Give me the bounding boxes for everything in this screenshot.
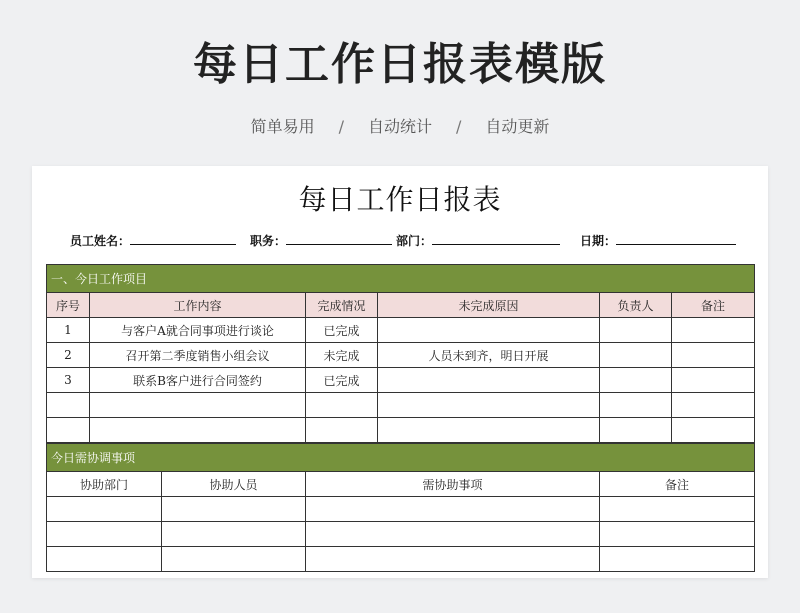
section-header-row [47,265,755,293]
cell-status[interactable] [306,393,378,418]
cell-content[interactable]: 召开第二季度销售小组会议 [90,343,306,368]
employee-name-field[interactable] [70,232,236,249]
tag-separator: / [338,117,344,136]
col-header-assist-notes: 备注 [600,472,755,497]
tagline [0,114,800,137]
table-row [47,318,755,343]
section-header-row [47,444,755,472]
cell-assist-person[interactable] [162,522,306,547]
tag-auto-stats: 自动统计 [367,117,432,136]
col-header-reason: 未完成原因 [378,293,600,318]
cell-status[interactable] [306,418,378,443]
cell-assist-item[interactable] [306,547,600,572]
cell-assist-notes[interactable] [600,522,755,547]
tag-auto-update: 自动更新 [485,117,550,136]
col-header-assist-item: 需协助事项 [306,472,600,497]
date-line[interactable] [616,233,736,245]
cell-index[interactable]: 1 [47,318,90,343]
cell-notes[interactable] [672,318,755,343]
employee-name-label: 员工姓名： [70,234,131,248]
cell-reason[interactable] [378,318,600,343]
cell-content[interactable] [90,418,306,443]
cell-status[interactable]: 未完成 [306,343,378,368]
cell-reason[interactable]: 人员未到齐，明日开展 [378,343,600,368]
table-row [47,368,755,393]
employee-name-line[interactable] [130,233,236,245]
cell-owner[interactable] [600,393,672,418]
department-line[interactable] [432,233,560,245]
info-row [32,232,768,252]
section1-title: 一、今日工作项目 [47,265,755,293]
col-header-content: 工作内容 [90,293,306,318]
cell-assist-notes[interactable] [600,497,755,522]
department-label: 部门： [396,234,433,248]
cell-content[interactable]: 与客户A就合同事项进行谈论 [90,318,306,343]
cell-reason[interactable] [378,393,600,418]
cell-owner[interactable] [600,418,672,443]
table-row [47,343,755,368]
page-title: 每日工作日报表模版 [193,39,607,90]
position-line[interactable] [286,233,392,245]
date-label: 日期： [580,234,617,248]
cell-index[interactable]: 3 [47,368,90,393]
col-header-index: 序号 [47,293,90,318]
table-row [47,522,755,547]
cell-assist-dept[interactable] [47,522,162,547]
cell-content[interactable]: 联系B客户进行合同签约 [90,368,306,393]
cell-notes[interactable] [672,418,755,443]
table-header-row [47,472,755,497]
position-label: 职务： [250,234,287,248]
col-header-notes: 备注 [672,293,755,318]
cell-owner[interactable] [600,368,672,393]
cell-content[interactable] [90,393,306,418]
table-row [47,393,755,418]
col-header-assist-person: 协助人员 [162,472,306,497]
table-row [47,547,755,572]
department-field[interactable] [396,232,560,249]
position-field[interactable] [250,232,392,249]
tag-separator: / [456,117,462,136]
cell-status[interactable]: 已完成 [306,318,378,343]
cell-notes[interactable] [672,343,755,368]
cell-assist-item[interactable] [306,522,600,547]
date-field[interactable] [580,232,736,249]
cell-assist-person[interactable] [162,547,306,572]
sheet-title: 每日工作日报表 [298,183,502,216]
cell-index[interactable] [47,418,90,443]
cell-assist-item[interactable] [306,497,600,522]
cell-reason[interactable] [378,368,600,393]
cell-status[interactable]: 已完成 [306,368,378,393]
cell-notes[interactable] [672,368,755,393]
col-header-assist-dept: 协助部门 [47,472,162,497]
cell-assist-dept[interactable] [47,497,162,522]
cell-index[interactable]: 2 [47,343,90,368]
cell-reason[interactable] [378,418,600,443]
tag-easy: 简单易用 [250,117,315,136]
cell-assist-person[interactable] [162,497,306,522]
cell-assist-notes[interactable] [600,547,755,572]
table-row [47,418,755,443]
work-items-table [46,264,755,443]
section2-title: 今日需协调事项 [47,444,755,472]
cell-owner[interactable] [600,318,672,343]
table-row [47,497,755,522]
report-sheet [32,166,768,578]
cell-assist-dept[interactable] [47,547,162,572]
cell-notes[interactable] [672,393,755,418]
coordination-table [46,443,755,572]
cell-owner[interactable] [600,343,672,368]
cell-index[interactable] [47,393,90,418]
col-header-status: 完成情况 [306,293,378,318]
col-header-owner: 负责人 [600,293,672,318]
table-header-row [47,293,755,318]
